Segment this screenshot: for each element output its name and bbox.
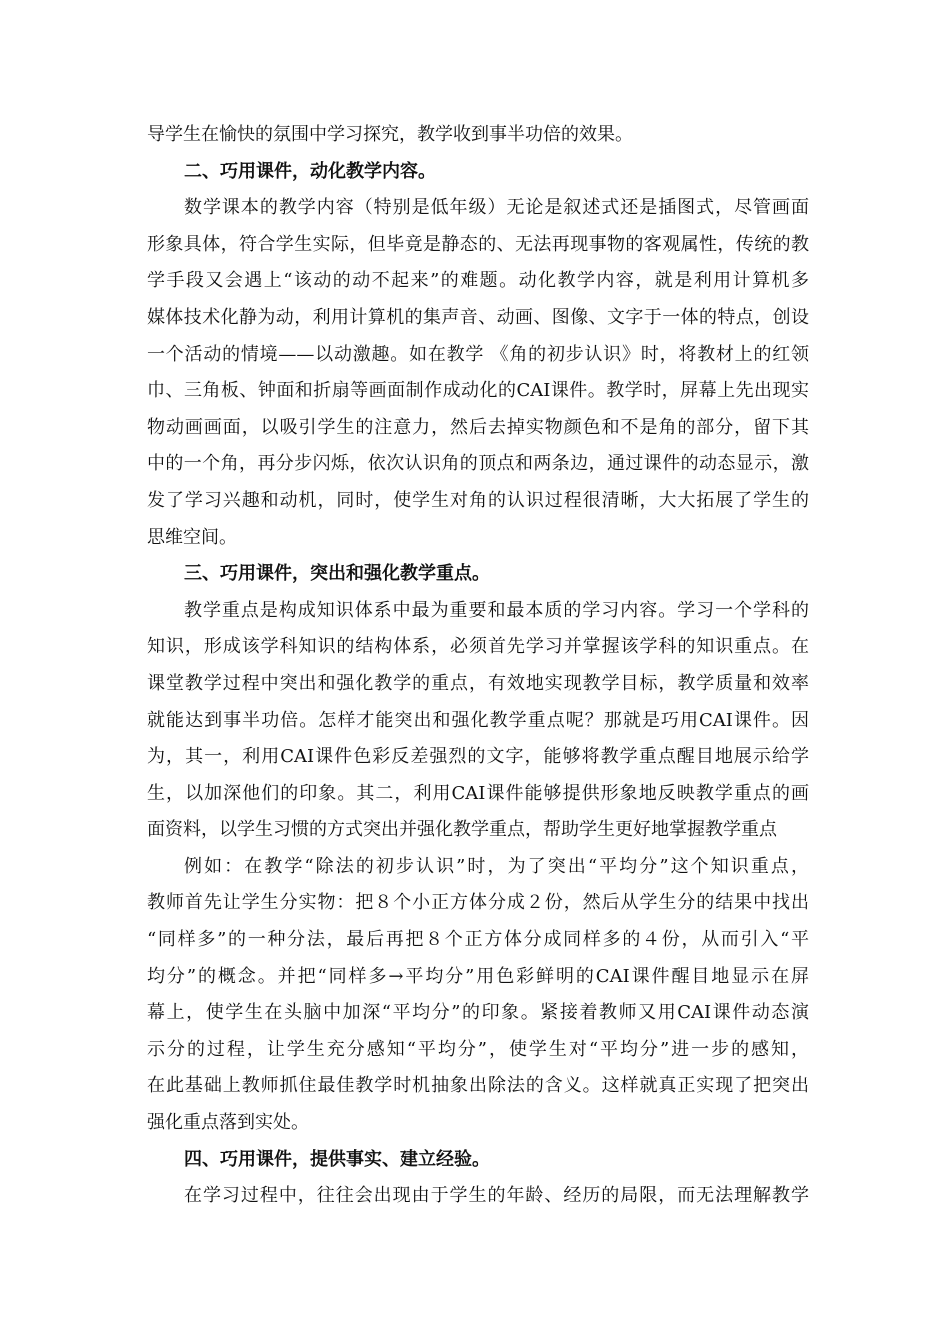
paragraph-line: 例如：在教学“除法的初步认识”时，为了突出“平均分”这个知识重点，: [184, 855, 809, 877]
paragraph-line: 一个活动的情境——以动激趣。如在教学 《角的初步认识》时，将教材上的红领: [147, 343, 809, 365]
paragraph-line: 物动画画面，以吸引学生的注意力，然后去掉实物颜色和不是角的部分，留下其: [147, 416, 809, 438]
paragraph-line: 幕上，使学生在头脑中加深“平均分”的印象。紧接着教师又用CAI课件动态演: [147, 1002, 809, 1024]
paragraph-line: 面资料，以学生习惯的方式突出并强化教学重点，帮助学生更好地掌握教学重点: [147, 819, 777, 841]
section-heading: 四、巧用课件，提供事实、建立经验。: [184, 1148, 490, 1170]
paragraph-line: 在学习过程中，往往会出现由于学生的年龄、经历的局限，而无法理解教学: [184, 1185, 809, 1207]
section-heading: 二、巧用课件，动化教学内容。: [184, 160, 436, 182]
paragraph-line: 媒体技术化静为动，利用计算机的集声音、动画、图像、文字于一体的特点，创设: [147, 306, 809, 328]
paragraph-line: 中的一个角，再分步闪烁，依次认识角的顶点和两条边，通过课件的动态显示，激: [147, 453, 809, 475]
paragraph-line: 知识，形成该学科知识的结构体系，必须首先学习并掌握该学科的知识重点。在: [147, 636, 809, 658]
paragraph-line: 学手段又会遇上“该动的动不起来”的难题。动化教学内容，就是利用计算机多: [147, 270, 809, 292]
paragraph-line: 发了学习兴趣和动机，同时，使学生对角的认识过程很清晰，大大拓展了学生的: [147, 489, 809, 511]
paragraph-line: 在此基础上教师抓住最佳教学时机抽象出除法的含义。这样就真正实现了把突出: [147, 1075, 809, 1097]
paragraph-line: 形象具体，符合学生实际，但毕竟是静态的、无法再现事物的客观属性，传统的教: [147, 233, 809, 255]
paragraph-line: “同样多”的一种分法，最后再把８个正方体分成同样多的４份，从而引入“平: [147, 929, 809, 951]
paragraph-line: 巾、三角板、钟面和折扇等画面制作成动化的CAI课件。教学时，屏幕上先出现实: [147, 380, 809, 402]
document-body: [147, 117, 809, 1215]
paragraph-line: 数学课本的教学内容（特别是低年级）无论是叙述式还是插图式，尽管画面: [184, 197, 809, 219]
paragraph-line: 课堂教学过程中突出和强化教学的重点，有效地实现教学目标，教学质量和效率: [147, 672, 809, 694]
paragraph-line: 就能达到事半功倍。怎样才能突出和强化教学重点呢？那就是巧用CAI课件。因: [147, 709, 809, 731]
paragraph-line: 导学生在愉快的氛围中学习探究，教学收到事半功倍的效果。: [147, 124, 633, 145]
section-heading: 三、巧用课件，突出和强化教学重点。: [184, 563, 490, 585]
paragraph-line: 均分”的概念。并把“同样多→平均分”用色彩鲜明的CAI课件醒目地显示在屏: [147, 965, 809, 987]
paragraph-line: 教师首先让学生分实物：把８个小正方体分成２份，然后从学生分的结果中找出: [147, 892, 809, 914]
paragraph-line: 强化重点落到实处。: [147, 1112, 309, 1134]
paragraph-line: 为，其一，利用CAI课件色彩反差强烈的文字，能够将教学重点醒目地展示给学: [147, 746, 809, 768]
paragraph-line: 教学重点是构成知识体系中最为重要和最本质的学习内容。学习一个学科的: [184, 599, 809, 621]
paragraph-line: 生，以加深他们的印象。其二，利用CAI课件能够提供形象地反映教学重点的画: [147, 782, 809, 804]
paragraph-line: 思维空间。: [147, 526, 237, 548]
paragraph-line: 示分的过程，让学生充分感知“平均分”，使学生对“平均分”进一步的感知，: [147, 1038, 809, 1060]
